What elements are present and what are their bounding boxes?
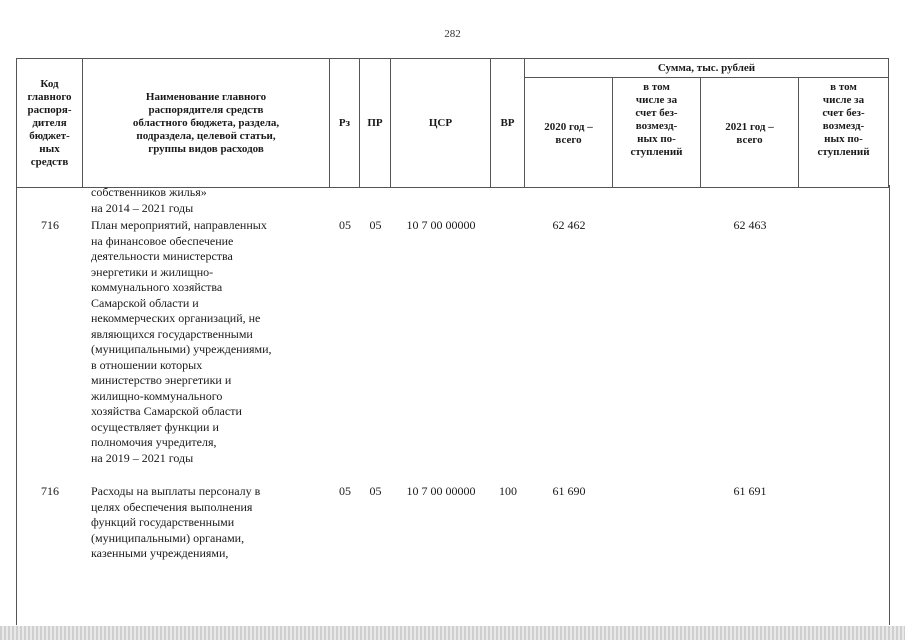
- cell-rz: [330, 185, 360, 218]
- cell-2021-total: 62 463: [733, 218, 767, 232]
- cell-2020-total: [525, 185, 613, 218]
- cell-csr: 10 7 00 00000: [406, 484, 476, 498]
- table-header: [16, 58, 889, 188]
- col-header-vr: ВР: [491, 59, 525, 188]
- cell-2021-total: [701, 185, 799, 218]
- col-header-csr: ЦСР: [391, 59, 491, 188]
- cell-code: 716: [41, 484, 59, 498]
- cell-name: собственников жилья» на 2014 – 2021 годы: [91, 185, 207, 215]
- col-header-2021-gratuitous: в том числе за счет без- возмезд- ных по- ступлений: [799, 78, 889, 188]
- cell-2021-gratuitous: [799, 218, 889, 484]
- col-header-sum-group: Сумма, тыс. рублей: [525, 59, 889, 78]
- cell-2020-gratuitous: [613, 484, 701, 562]
- cell-code: 716: [41, 218, 59, 232]
- col-header-2020-total: 2020 год – всего: [525, 78, 613, 188]
- cell-2021-total: 61 691: [733, 484, 767, 498]
- cell-2020-total: 62 462: [552, 218, 586, 232]
- cell-2021-gratuitous: [799, 185, 889, 218]
- cell-vr: [491, 218, 525, 484]
- table-row: [17, 185, 889, 218]
- cell-vr: 100: [499, 484, 517, 498]
- cell-csr: [391, 185, 491, 218]
- col-header-rz: Рз: [330, 59, 360, 188]
- cell-pr: 05: [369, 218, 382, 232]
- scan-edge: [0, 626, 905, 640]
- cell-rz: 05: [339, 218, 351, 232]
- cell-2020-total: 61 690: [552, 484, 586, 498]
- cell-rz: 05: [339, 484, 351, 498]
- table-row: [17, 218, 889, 484]
- cell-2020-gratuitous: [613, 218, 701, 484]
- cell-name: План мероприятий, направленных на финансовое обеспечение деятельности министерства энергетики и жилищно- коммунального хозяйства Самарской области и некоммерческих организаций, не являющихся государственными (муниципальными) учреждениями, в отношении которых министерство энергетики и жилищно-коммунального хозяйства Самарской области осуществляет функции и полномочия учредителя, на 2019 – 2021 годы: [91, 218, 272, 465]
- table-body: [16, 185, 890, 625]
- cell-vr: [491, 185, 525, 218]
- cell-2021-gratuitous: [799, 484, 889, 562]
- col-header-pr: ПР: [360, 59, 391, 188]
- page-number: 282: [444, 28, 461, 40]
- col-header-2020-gratuitous: в том числе за счет без- возмезд- ных по- ступлений: [613, 78, 701, 188]
- cell-pr: 05: [369, 484, 382, 498]
- table-row: [17, 484, 889, 562]
- cell-name: Расходы на выплаты персоналу в целях обеспечения выполнения функций государственными (муниципальными) органами, казенными учреждениями,: [91, 484, 261, 560]
- cell-2020-gratuitous: [613, 185, 701, 218]
- cell-pr: [360, 185, 391, 218]
- col-header-2021-total: 2021 год – всего: [701, 78, 799, 188]
- col-header-code: Код главного распоря- дителя бюджет- ных средств: [17, 59, 83, 188]
- col-header-name: Наименование главного распорядителя средств областного бюджета, раздела, подраздела, целевой статьи, группы видов расходов: [83, 59, 330, 188]
- cell-csr: 10 7 00 00000: [406, 218, 476, 232]
- cell-code: [17, 185, 83, 218]
